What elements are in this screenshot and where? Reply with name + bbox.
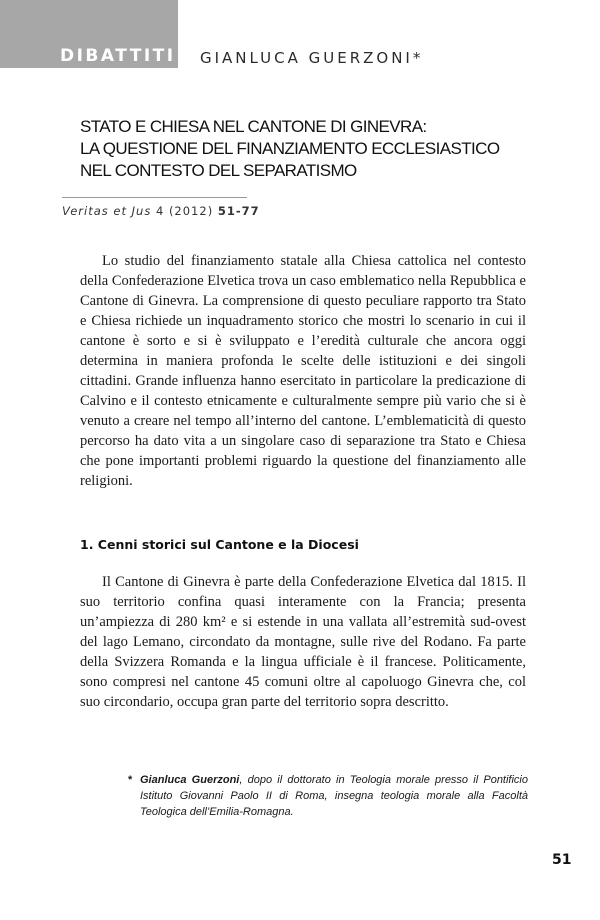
section-tag — [0, 0, 178, 68]
author-header: GIANLUCA GUERZONI* — [200, 49, 424, 67]
section-label: DIBATTITI — [60, 46, 176, 66]
title-line: STATO E CHIESA NEL CANTONE DI GINEVRA: — [80, 117, 427, 136]
section-heading: 1. Cenni storici sul Cantone e la Diocesi — [80, 537, 359, 552]
journal-name: Veritas et Jus — [62, 204, 152, 218]
title-line: NEL CONTESTO DEL SEPARATISMO — [80, 161, 357, 180]
page-number: 51 — [552, 852, 572, 868]
title-divider — [62, 197, 247, 198]
footnote-author: Gianluca Guerzoni — [140, 774, 240, 786]
abstract-paragraph: Lo studio del finanziamento statale alla Chiesa cattolica nel contesto della Confederazione Elvetica trova un caso emblematico nella Repubblica e Cantone di Ginevra. La comprensione di questo peculiare rapporto tra Stato e Chiesa richiede un inquadramento storico che mostri lo scenario in cui il cantone è sorto e si è sviluppato e l’eredità culturale che ancora oggi determina in maniera profonda le scelte delle istituzioni e dei singoli cittadini. Grande influenza hanno esercitato in particolare la predicazione di Calvino e il contesto etnicamente e culturalmente sempre più vario che si è venuto a creare nel tempo all’interno del cantone. L’emblematicità di questo percorso ha dato vita a un singolare caso di separazione tra Stato e Chiesa che pone importanti problemi riguardo la questione del finanziamento alle religioni. — [80, 253, 526, 489]
footnote-text: , dopo il dottorato in Teologia morale presso il Pontificio Istituto Giovanni Paolo II di Roma, insegna teologia morale alla Facoltà Teologica dell’Emilia-Romagna. — [140, 774, 528, 818]
citation — [62, 204, 260, 218]
body-paragraph: Il Cantone di Ginevra è parte della Confederazione Elvetica dal 1815. Il suo territorio confina quasi interamente con la Francia; presenta un’ampiezza di 280 km² e si estende in una vallata all’estremità sud-ovest del lago Lemano, circondato da montagne, sulle rive del Rodano. Fa parte della Svizzera Romanda e la lingua ufficiale è il francese. Politicamente, sono compresi nel cantone 45 comuni oltre al capoluogo Ginevra che, col suo circondario, occupa gran parte del territorio sopra descritto. — [80, 574, 526, 710]
author-footnote — [128, 772, 528, 820]
journal-issue: 4 (2012) — [155, 204, 214, 218]
article-title — [80, 116, 550, 182]
title-line: LA QUESTIONE DEL FINANZIAMENTO ECCLESIASTICO — [80, 139, 500, 158]
footnote-mark: * — [128, 774, 133, 786]
page-range: 51-77 — [217, 204, 260, 218]
